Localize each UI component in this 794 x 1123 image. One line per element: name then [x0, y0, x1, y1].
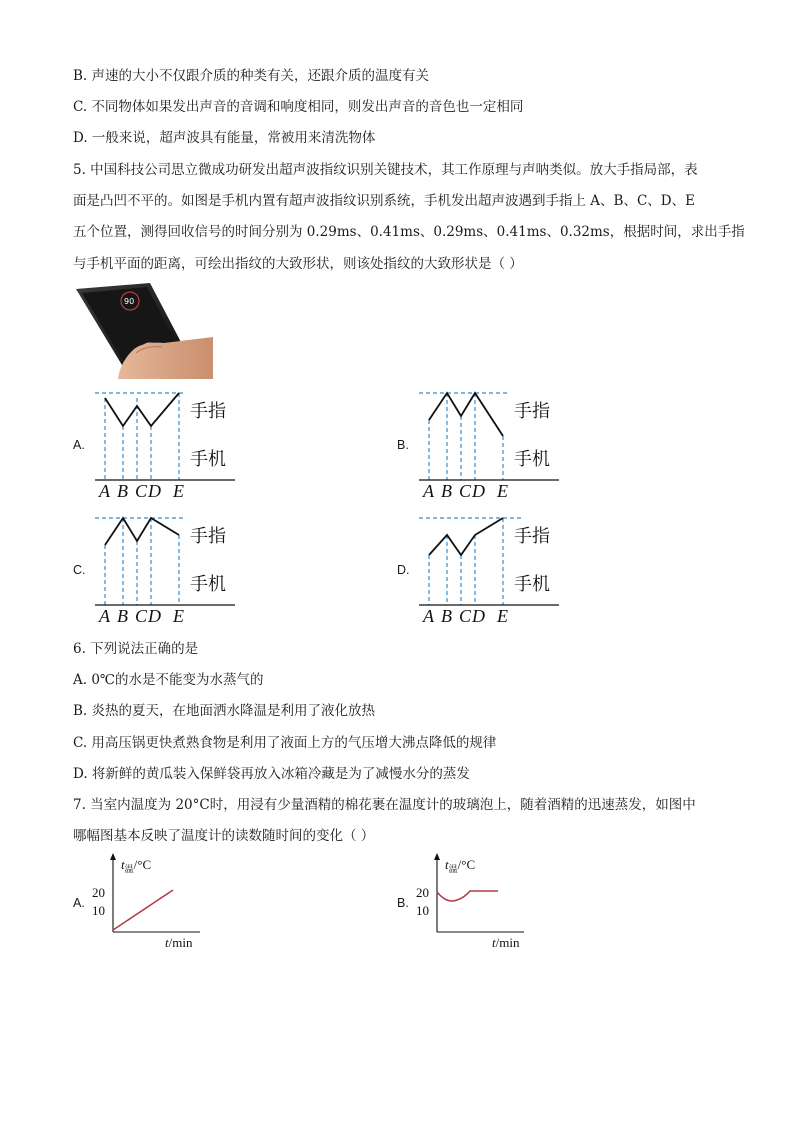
svg-text:手指: 手指	[190, 526, 226, 547]
svg-text:A: A	[99, 606, 110, 626]
svg-text:B: B	[117, 606, 128, 626]
q5-stem-line-1: 5. 中国科技公司思立微成功研发出超声波指纹识别关键技术，其工作原理与声呐类似。放大手指局部，表	[73, 162, 698, 178]
svg-text:C: C	[459, 481, 472, 501]
q5-option-c-label: C.	[73, 563, 86, 577]
svg-text:10: 10	[416, 903, 429, 918]
svg-text:90: 90	[124, 297, 135, 306]
svg-text:C: C	[459, 606, 472, 626]
svg-text:A: A	[423, 606, 434, 626]
q4-option-b: B. 声速的大小不仅跟介质的种类有关，还跟介质的温度有关	[73, 68, 430, 84]
svg-text:D: D	[472, 606, 485, 626]
q5-diagram-d	[419, 515, 569, 627]
svg-text:t/min: t/min	[492, 935, 520, 950]
svg-text:t温/°C: $t_温/^\circ C$	[445, 857, 476, 874]
q7-option-a-label: A.	[73, 896, 85, 910]
svg-text:A: A	[423, 481, 434, 501]
q5-stem-line-3: 五个位置，测得回收信号的时间分别为 0.29ms、0.41ms、0.29ms、0.41ms、0.32ms，根据时间，求出手指	[73, 224, 745, 240]
svg-text:B: B	[441, 606, 452, 626]
svg-text:E: E	[173, 481, 184, 501]
svg-text:手机: 手机	[190, 574, 226, 595]
q6-option-c: C. 用高压锅更快煮熟食物是利用了液面上方的气压增大沸点降低的规律	[73, 735, 497, 751]
svg-text:20: 20	[416, 885, 429, 900]
q7-stem-line-1: 7. 当室内温度为 20°C时，用浸有少量酒精的棉花裹在温度计的玻璃泡上，随着酒精的迅速蒸发，如图中	[73, 797, 696, 813]
svg-text:手指: 手指	[514, 526, 550, 547]
q5-stem-line-4: 与手机平面的距离，可绘出指纹的大致形状，则该处指纹的大致形状是（ ）	[73, 256, 523, 272]
q6-option-d: D. 将新鲜的黄瓜装入保鲜袋再放入冰箱冷藏是为了减慢水分的蒸发	[73, 766, 470, 782]
q6-stem: 6. 下列说法正确的是	[73, 641, 199, 657]
q7-option-b-label: B.	[397, 896, 409, 910]
q5-option-a-label: A.	[73, 438, 85, 452]
q7-graph-a	[88, 852, 208, 952]
svg-text:B: B	[117, 481, 128, 501]
svg-text:E: E	[173, 606, 184, 626]
svg-text:B: B	[441, 481, 452, 501]
svg-text:D: D	[148, 481, 161, 501]
q4-option-d: D. 一般来说，超声波具有能量，常被用来清洗物体	[73, 130, 376, 146]
q6-option-a: A. 0℃的水是不能变为水蒸气的	[73, 672, 264, 688]
q5-option-b-label: B.	[397, 438, 409, 452]
svg-text:D: D	[148, 606, 161, 626]
svg-text:D: D	[472, 481, 485, 501]
svg-text:A: A	[99, 481, 110, 501]
q5-option-d-label: D.	[397, 563, 410, 577]
svg-text:t/min: t/min	[165, 935, 193, 950]
svg-text:E: E	[497, 606, 508, 626]
svg-text:20: 20	[92, 885, 105, 900]
svg-text:手指: 手指	[514, 401, 550, 422]
phone-fingerprint-photo	[72, 283, 213, 379]
q5-stem-line-2: 面是凸凹不平的。如图是手机内置有超声波指纹识别系统，手机发出超声波遇到手指上 A、B、C、D、E	[73, 193, 695, 209]
q5-diagram-a	[95, 390, 245, 502]
q7-graph-b	[412, 852, 532, 952]
svg-text:C: C	[135, 606, 148, 626]
svg-text:手机: 手机	[514, 449, 550, 470]
q5-diagram-c	[95, 515, 245, 627]
q5-diagram-b	[419, 390, 569, 502]
svg-text:手机: 手机	[190, 449, 226, 470]
q7-stem-line-2: 哪幅图基本反映了温度计的读数随时间的变化（ ）	[73, 828, 375, 844]
svg-text:手机: 手机	[514, 574, 550, 595]
q6-option-b: B. 炎热的夏天，在地面洒水降温是利用了液化放热	[73, 703, 376, 719]
svg-text:手指: 手指	[190, 401, 226, 422]
svg-text:10: 10	[92, 903, 105, 918]
q4-option-c: C. 不同物体如果发出声音的音调和响度相同，则发出声音的音色也一定相同	[73, 99, 524, 115]
svg-text:C: C	[135, 481, 148, 501]
svg-text:t温/°C: $t_温/^\circ C$	[121, 857, 152, 874]
svg-text:E: E	[497, 481, 508, 501]
